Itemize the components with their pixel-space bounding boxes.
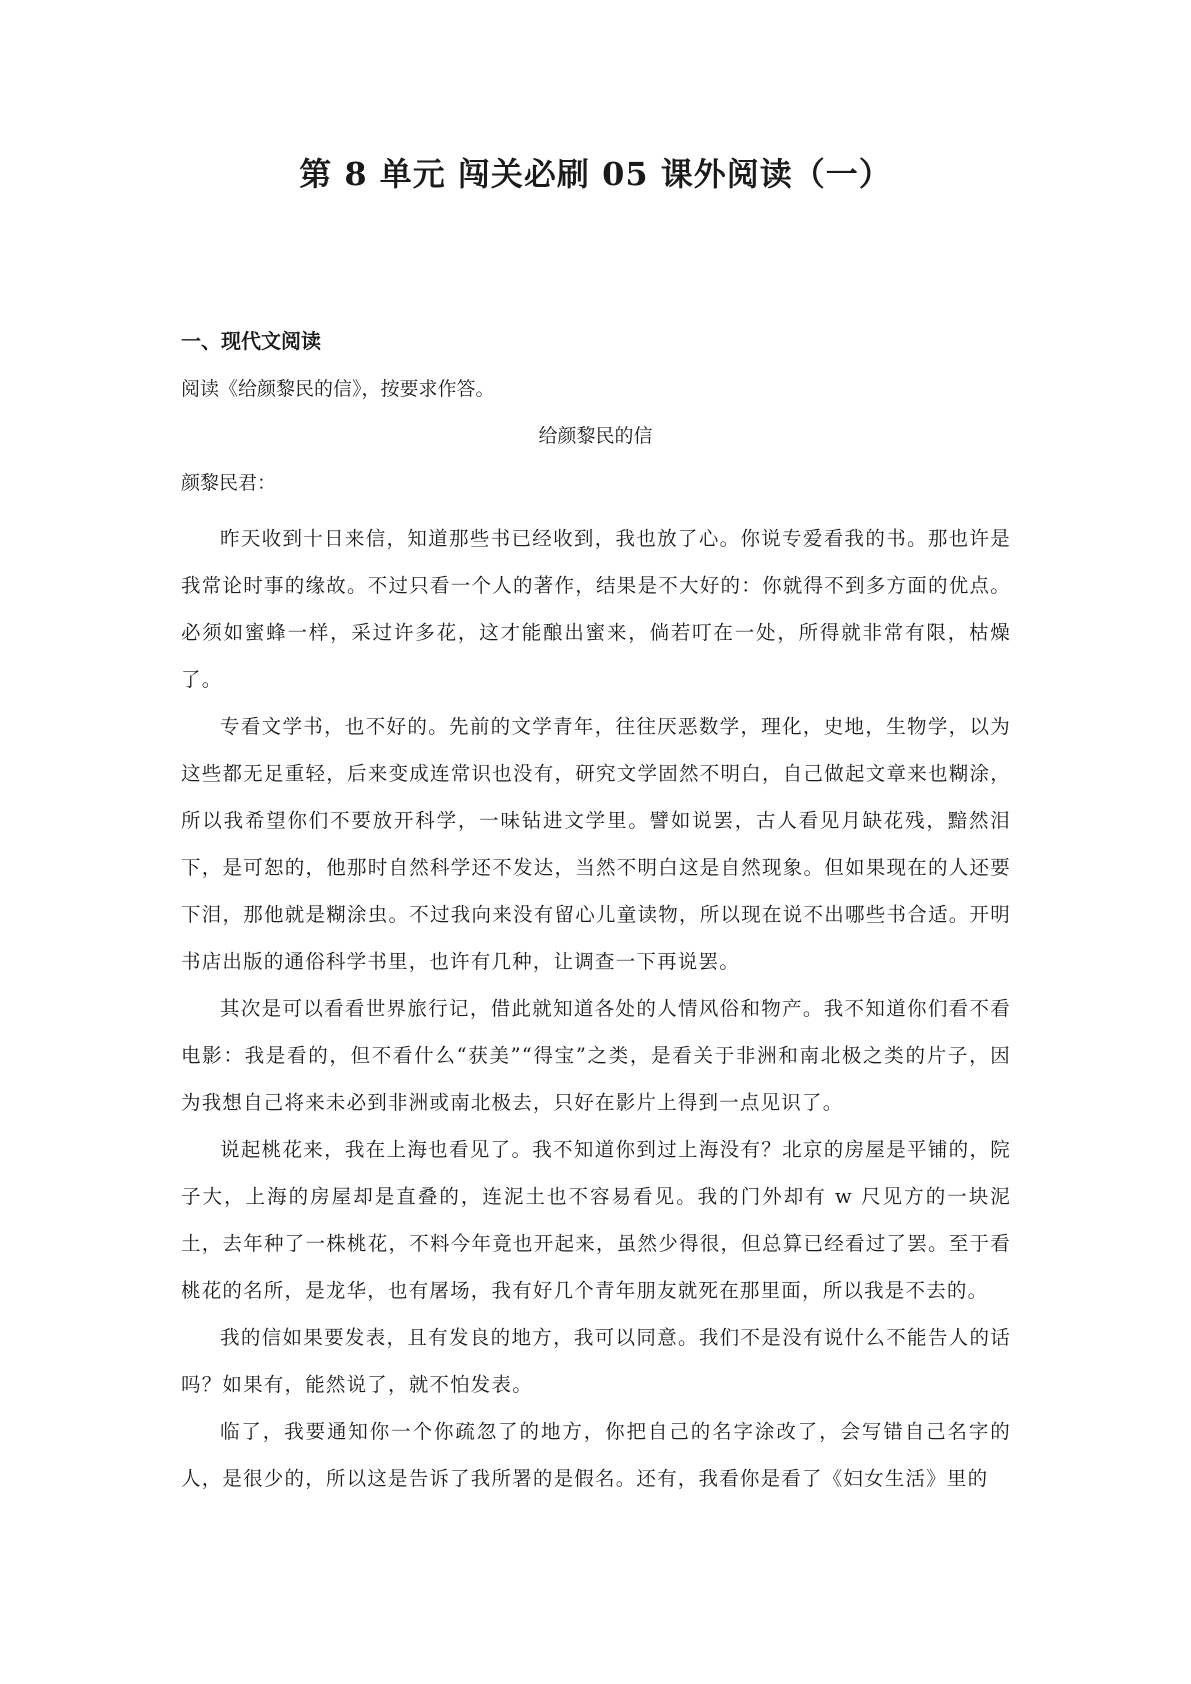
letter-paragraph-5: 我的信如果要发表，且有发良的地方，我可以同意。我们不是没有说什么不能告人的话吗？如果有，能然说了，就不怕发表。 (181, 1326, 1011, 1396)
letter-body (181, 515, 1011, 1502)
section-heading: 一、现代文阅读 (181, 329, 321, 353)
reading-instruction: 阅读《给颜黎民的信》，按要求作答。 (181, 378, 495, 400)
letter-paragraph-4: 说起桃花来，我在上海也看见了。我不知道你到过上海没有？北京的房屋是平铺的，院子大，上海的房屋却是直叠的，连泥土也不容易看见。我的门外却有 w 尺见方的一块泥土，去年种了一株桃花，不料今年竟也开起来，虽然少得很，但总算已经看过了罢。至于看桃花的名所，是龙华，也有屠场，我有好几个青年朋友就死在那里面，所以我是不去的。 (181, 1138, 1011, 1302)
letter-paragraph-3: 其次是可以看看世界旅行记，借此就知道各处的人情风俗和物产。我不知道你们看不看电影：我是看的，但不看什么“获美”“得宝”之类，是看关于非洲和南北极之类的片子，因为我想自己将来未必到非洲或南北极去，只好在影片上得到一点见识了。 (181, 997, 1011, 1114)
letter-title: 给颜黎民的信 (538, 425, 653, 447)
letter-paragraph-6: 临了，我要通知你一个你疏忽了的地方，你把自己的名字涂改了，会写错自己名字的人，是很少的，所以这是告诉了我所署的是假名。还有，我看你是看了《妇女生活》里的 (181, 1420, 1011, 1490)
document-title: 第 8 单元 闯关必刷 05 课外阅读（一） (299, 155, 892, 193)
letter-paragraph-1: 昨天收到十日来信，知道那些书已经收到，我也放了心。你说专爱看我的书。那也许是我常论时事的缘故。不过只看一个人的著作，结果是不大好的：你就得不到多方面的优点。必须如蜜蜂一样，采过许多花，这才能酿出蜜来，倘若叮在一处，所得就非常有限，枯燥了。 (181, 527, 1011, 691)
letter-paragraph-2: 专看文学书，也不好的。先前的文学青年，往往厌恶数学，理化，史地，生物学，以为这些都无足重轻，后来变成连常识也没有，研究文学固然不明白，自己做起文章来也糊涂，所以我希望你们不要放开科学，一味钻进文学里。譬如说罢，古人看见月缺花残，黯然泪下，是可恕的，他那时自然科学还不发达，当然不明白这是自然现象。但如果现在的人还要下泪，那他就是糊涂虫。不过我向来没有留心儿童读物，所以现在说不出哪些书合适。开明书店出版的通俗科学书里，也许有几种，让调查一下再说罢。 (181, 715, 1011, 973)
letter-salutation: 颜黎民君： (181, 472, 277, 494)
